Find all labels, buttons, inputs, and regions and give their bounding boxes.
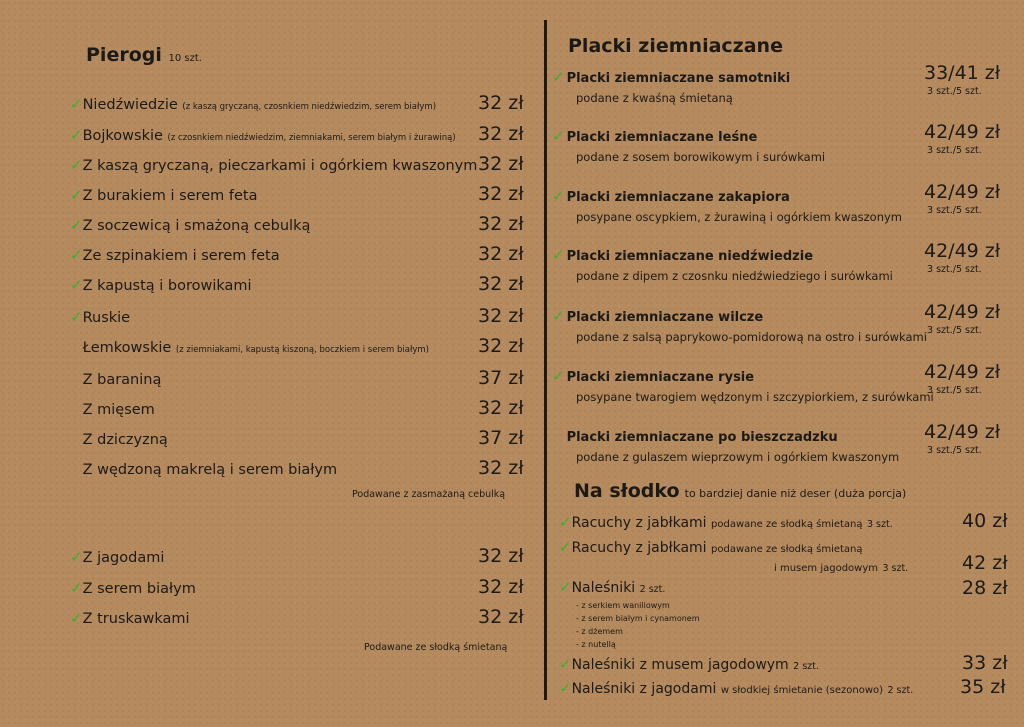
- item-note: (z ziemniakami, kapustą kiszoną, boczkiem i serem białym): [175, 345, 429, 355]
- leaf-icon: ✓: [559, 655, 572, 673]
- menu-item-placki: [552, 187, 790, 205]
- item-price: 28 zł: [962, 577, 1008, 599]
- slodko-title: Na słodko: [574, 480, 680, 502]
- item-size: 3 szt./5 szt.: [927, 205, 982, 216]
- item-price: 32 zł: [478, 92, 524, 114]
- item-price: 32 zł: [478, 183, 524, 205]
- item-name: Racuchy z jabłkami: [571, 540, 707, 556]
- nalesniki-option: - z serem białym i cynamonem: [576, 614, 700, 623]
- leaf-icon: ✓: [70, 609, 83, 627]
- leaf-icon: ✓: [70, 579, 83, 597]
- item-qty: 2 szt.: [639, 584, 666, 595]
- item-qty: 3 szt.: [866, 519, 893, 530]
- item-note: podawane ze słodką śmietaną: [711, 544, 863, 555]
- item-price: 42/49 zł: [924, 421, 1001, 443]
- item-name: Z soczewicą i smażoną cebulką: [82, 218, 311, 234]
- item-price: 42/49 zł: [924, 301, 1001, 323]
- menu-item-placki: [552, 307, 763, 325]
- item-price: 42 zł: [962, 552, 1008, 574]
- menu-item-placki: [552, 246, 813, 264]
- menu-item-pierogi: [70, 460, 337, 478]
- pierogi-unit: 10 szt.: [168, 53, 202, 64]
- item-name: Naleśniki z jagodami: [571, 681, 717, 697]
- item-price: 42/49 zł: [924, 121, 1001, 143]
- pierogi-title: [86, 44, 202, 66]
- leaf-icon: ✓: [70, 186, 83, 204]
- leaf-icon: ✓: [552, 68, 565, 86]
- menu-item-placki: [552, 427, 838, 445]
- item-price: 32 zł: [478, 606, 524, 628]
- item-name: Placki ziemniaczane zakapiora: [566, 190, 790, 205]
- item-name: Z truskawkami: [82, 611, 190, 627]
- pierogi-footnote-onion: Podawane z zasmażaną cebulką: [352, 489, 506, 500]
- leaf-icon: ✓: [70, 246, 83, 264]
- item-price: 32 zł: [478, 335, 524, 357]
- menu-item-nalesniki-jagody: [559, 679, 913, 697]
- item-name: Placki ziemniaczane samotniki: [566, 71, 791, 86]
- item-price: 32 zł: [478, 397, 524, 419]
- menu-item-placki: [552, 68, 790, 86]
- menu-item-pierogi: [70, 370, 161, 388]
- item-size: 3 szt./5 szt.: [927, 445, 982, 456]
- item-name: Z jagodami: [82, 550, 165, 566]
- nalesniki-option: - z nutellą: [576, 640, 616, 649]
- item-price: 32 zł: [478, 273, 524, 295]
- item-description: podane z salsą paprykowo-pomidorową na ostro i surówkami: [576, 330, 927, 344]
- leaf-icon: ✓: [70, 276, 83, 294]
- item-qty: 2 szt.: [887, 685, 914, 696]
- item-name: Placki ziemniaczane rysie: [566, 370, 755, 385]
- item-name: Placki ziemniaczane wilcze: [566, 310, 764, 325]
- menu-item-pierogi: [70, 156, 477, 174]
- item-note: (z czosnkiem niedźwiedzim, ziemniakami, serem białym i żurawiną): [167, 133, 456, 143]
- menu-item-pierogi: [70, 276, 252, 294]
- item-price: 42/49 zł: [924, 240, 1001, 262]
- item-price: 37 zł: [478, 367, 524, 389]
- leaf-icon: ✓: [559, 578, 572, 596]
- menu-item-racuchy-mus: [559, 538, 863, 556]
- menu-item-pierogi: [70, 338, 429, 356]
- item-description: posypane twarogiem wędzonym i szczypiorkiem, z surówkami: [576, 390, 934, 404]
- menu-item-pierogi: [70, 216, 310, 234]
- item-name: Bojkowskie: [82, 128, 163, 144]
- item-size: 3 szt./5 szt.: [927, 264, 982, 275]
- leaf-icon: ✓: [559, 679, 572, 697]
- menu-item-nalesniki: [559, 578, 665, 596]
- menu-item-pierogi: [70, 308, 130, 326]
- menu-item-pierogi-sweet: [70, 609, 190, 627]
- item-size: 3 szt./5 szt.: [927, 325, 982, 336]
- item-name: Naleśniki z musem jagodowym: [571, 657, 789, 673]
- item-price: 32 zł: [478, 213, 524, 235]
- leaf-icon: ✓: [552, 127, 565, 145]
- item-price: 32 zł: [478, 243, 524, 265]
- menu-item-pierogi-sweet: [70, 579, 196, 597]
- column-divider: [544, 20, 547, 700]
- item-size: 3 szt./5 szt.: [927, 145, 982, 156]
- item-note: podawane ze słodką śmietaną: [711, 519, 863, 530]
- leaf-icon: ✓: [70, 548, 83, 566]
- menu-item-placki: [552, 367, 754, 385]
- item-size: 3 szt./5 szt.: [927, 86, 982, 97]
- item-name: Placki ziemniaczane niedźwiedzie: [566, 249, 814, 264]
- pierogi-footnote-cream: Podawane ze słodką śmietaną: [364, 642, 508, 653]
- item-price: 40 zł: [962, 510, 1008, 532]
- placki-title: Placki ziemniaczane: [568, 35, 783, 57]
- leaf-icon: ✓: [552, 307, 565, 325]
- item-name: Niedźwiedzie: [82, 97, 178, 113]
- nalesniki-option: - z serkiem waniliowym: [576, 601, 670, 610]
- item-note-2: [774, 559, 908, 575]
- item-description: podane z kwaśną śmietaną: [576, 91, 733, 105]
- slodko-heading: [574, 480, 906, 502]
- pierogi-title-text: Pierogi: [86, 44, 162, 66]
- item-description: posypane oscypkiem, z żurawiną i ogórkiem kwaszonym: [576, 210, 902, 224]
- item-price: 32 zł: [478, 545, 524, 567]
- leaf-icon: ✓: [552, 246, 565, 264]
- item-qty: 3 szt.: [882, 563, 909, 574]
- menu-item-nalesniki-mus: [559, 655, 819, 673]
- item-name: Z burakiem i serem feta: [82, 188, 258, 204]
- leaf-icon: ✓: [70, 156, 83, 174]
- menu-item-racuchy: [559, 513, 893, 531]
- item-name: Łemkowskie: [82, 340, 172, 356]
- item-name: Z dziczyzną: [82, 432, 168, 448]
- item-name: Naleśniki: [571, 580, 636, 596]
- item-name: Z kapustą i borowikami: [82, 278, 252, 294]
- item-price: 32 zł: [478, 123, 524, 145]
- nalesniki-option: - z dżemem: [576, 627, 623, 636]
- leaf-icon: ✓: [70, 126, 83, 144]
- item-note: w słodkiej śmietanie (sezonowo): [720, 685, 884, 696]
- item-note2-text: i musem jagodowym: [774, 563, 878, 574]
- menu-item-pierogi: [70, 95, 436, 113]
- item-name: Z baraniną: [82, 372, 162, 388]
- item-name: Z mięsem: [82, 402, 155, 418]
- item-price: 35 zł: [960, 676, 1006, 698]
- leaf-icon: ✓: [70, 216, 83, 234]
- item-name: Ruskie: [82, 310, 131, 326]
- leaf-icon: ✓: [559, 513, 572, 531]
- menu-item-pierogi: [70, 126, 456, 144]
- menu-item-pierogi: [70, 400, 155, 418]
- item-price: 32 zł: [478, 576, 524, 598]
- slodko-subtitle: to bardziej danie niż deser (duża porcja): [684, 487, 907, 500]
- item-qty: 2 szt.: [793, 661, 819, 672]
- item-name: Racuchy z jabłkami: [571, 515, 707, 531]
- item-name: Z wędzoną makrelą i serem białym: [82, 462, 338, 478]
- item-price: 37 zł: [478, 427, 524, 449]
- item-description: podane z sosem borowikowym i surówkami: [576, 150, 826, 164]
- item-note: (z kaszą gryczaną, czosnkiem niedźwiedzim, serem białym): [182, 102, 437, 112]
- item-price: 33/41 zł: [924, 62, 1001, 84]
- item-name: Ze szpinakiem i serem feta: [82, 248, 280, 264]
- leaf-icon: ✓: [559, 538, 572, 556]
- item-name: Z serem białym: [82, 581, 196, 597]
- item-price: 42/49 zł: [924, 361, 1001, 383]
- item-name: Placki ziemniaczane leśne: [566, 130, 758, 145]
- item-name: Placki ziemniaczane po bieszczadzku: [566, 430, 838, 445]
- item-price: 32 zł: [478, 153, 524, 175]
- item-price: 32 zł: [478, 305, 524, 327]
- item-price: 33 zł: [962, 652, 1008, 674]
- item-price: 42/49 zł: [924, 181, 1001, 203]
- menu-item-pierogi: [70, 430, 168, 448]
- leaf-icon: ✓: [552, 367, 565, 385]
- menu-item-placki: [552, 127, 757, 145]
- item-name: Z kaszą gryczaną, pieczarkami i ogórkiem kwaszonym: [82, 158, 478, 174]
- item-size: 3 szt./5 szt.: [927, 385, 982, 396]
- menu-item-pierogi-sweet: [70, 548, 164, 566]
- item-price: 32 zł: [478, 457, 524, 479]
- leaf-icon: ✓: [552, 187, 565, 205]
- leaf-icon: ✓: [70, 308, 83, 326]
- menu-item-pierogi: [70, 186, 257, 204]
- item-description: podane z dipem z czosnku niedźwiedziego i surówkami: [576, 269, 893, 283]
- menu-item-pierogi: [70, 246, 280, 264]
- item-description: podane z gulaszem wieprzowym i ogórkiem kwaszonym: [576, 450, 900, 464]
- leaf-icon: ✓: [70, 95, 83, 113]
